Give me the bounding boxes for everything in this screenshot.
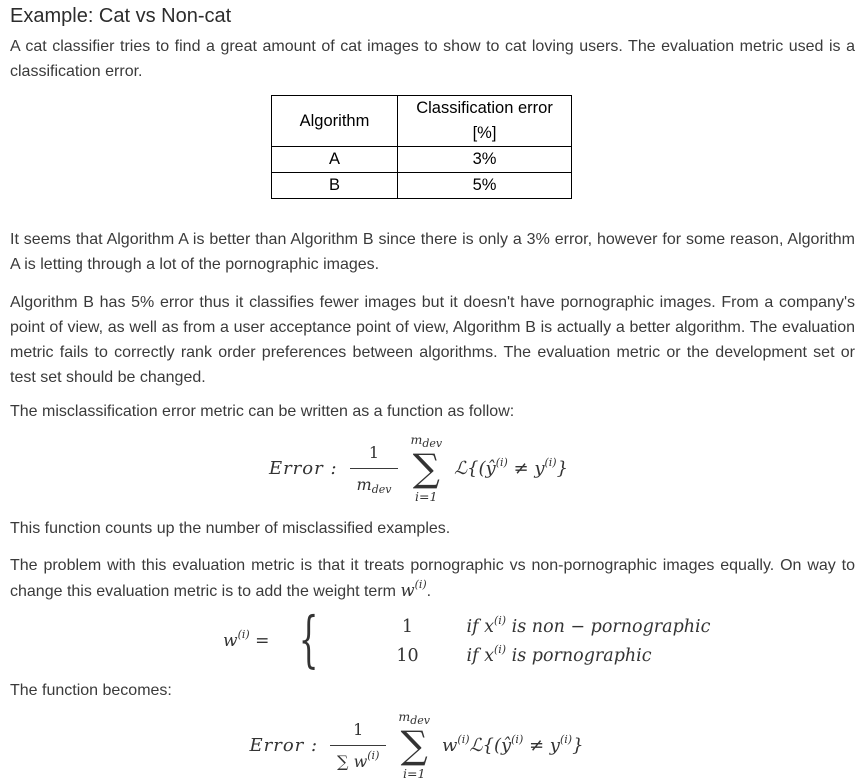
case2-value: 10 [396, 646, 419, 666]
weight-lhs: $w^{(i)}$ = [223, 628, 275, 651]
summation [398, 709, 430, 781]
table-header-algorithm: Algorithm [272, 96, 398, 147]
becomes-paragraph: The function becomes: [10, 682, 172, 699]
case1-value: 1 [401, 617, 414, 637]
problem-period: . [426, 583, 432, 600]
table-row [272, 147, 572, 173]
counts-paragraph: This function counts up the number of misclassified examples. [10, 520, 451, 537]
problem-text: The problem with this evaluation metric is that it treats pornographic vs non-pornographic images equally. On way to change this evaluation metric is to add the weight term [10, 557, 855, 600]
cell-error-a: 3% [398, 147, 572, 173]
seems-paragraph: It seems that Algorithm A is better than Algorithm B since there is only a 3% error, however for some reason, Algorithm A is letting through a lot of the pornographic images. [10, 231, 855, 273]
formula-error-basic [0, 432, 841, 504]
formula-weight-cases [10, 605, 855, 676]
fraction-denominator: ∑ $w^{(i)}$ [330, 745, 386, 774]
error-label: Error : [249, 734, 319, 756]
misclassification-paragraph: The misclassification error metric can be written as a function as follow: [10, 403, 515, 420]
page-title: Example: Cat vs Non-cat [10, 5, 232, 27]
case1-condition: if $x^{(i)}$ is non − pornographic [466, 614, 711, 637]
sum-lower-limit: i=1 [415, 489, 438, 504]
sum-upper-limit: $m_{dev}$ [398, 709, 430, 727]
cell-error-b: 5% [398, 173, 572, 199]
weight-term-inline: $w^{(i)}$ [400, 578, 427, 600]
sigma-symbol: ∑ [400, 723, 428, 767]
table-header-error: Classification error [%] [398, 96, 572, 147]
table-header-row [272, 96, 572, 147]
summation [410, 432, 442, 504]
sigma-symbol: ∑ [412, 446, 440, 490]
intro-paragraph: A cat classifier tries to find a great amount of cat images to show to cat loving users. The evaluation metric used is a classification error. [10, 38, 855, 80]
algorithm-error-table [271, 95, 572, 199]
fraction [350, 440, 399, 497]
fraction-denominator: $m_{dev}$ [350, 468, 399, 497]
formula-error-weighted [0, 709, 839, 781]
fraction-numerator: 1 [368, 442, 380, 462]
fraction [330, 717, 386, 774]
cell-algorithm-a: A [272, 147, 398, 173]
table-row [272, 173, 572, 199]
fraction-numerator: 1 [353, 719, 364, 739]
error-label: Error : [268, 457, 338, 479]
cell-algorithm-b: B [272, 173, 398, 199]
algorithm-b-paragraph: Algorithm B has 5% error thus it classifies fewer images but it doesn't have pornographic images. From a company's point of view, as well as from a user acceptance point of view, Algorithm B is actually a better algorithm. The evaluation metric fails to correctly rank order preferences between algorithms. The evaluation metric or the development set or test set should be changed. [10, 294, 855, 386]
case2-condition: if $x^{(i)}$ is pornographic [466, 643, 652, 666]
case-brace: { [298, 605, 319, 676]
weighted-loss-expression: $w^{(i)}ℒ\{(ŷ^{(i)} \ne y^{(i)}\}$ [442, 732, 584, 756]
sum-lower-limit: i=1 [402, 766, 426, 781]
sum-upper-limit: $m_{dev}$ [410, 432, 443, 450]
problem-paragraph [10, 553, 855, 604]
case-grid [348, 614, 710, 669]
loss-expression: $ℒ\{(ŷ^{(i)} \ne y^{(i)}\}$ [454, 455, 569, 479]
